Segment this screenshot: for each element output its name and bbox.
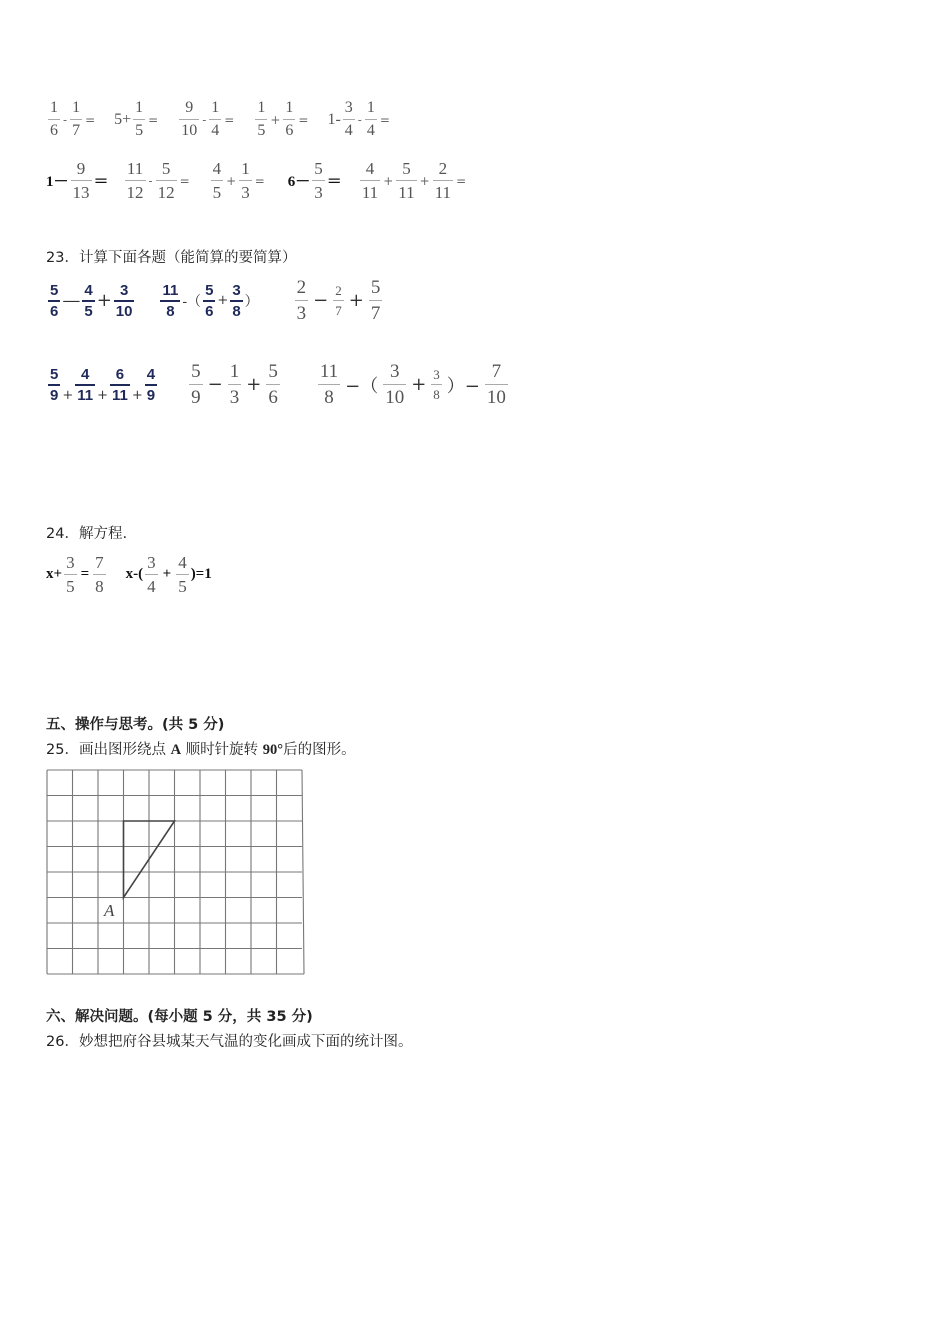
fraction: $\frac{3}{4}$ [147,553,156,596]
question-26-title: 26．妙想把府谷县城某天气温的变化画成下面的统计图。 [46,1034,413,1050]
fraction: $\frac{1}{3}$ [241,159,250,202]
fraction: $\frac{5}{9}$ [50,365,59,404]
q23-line1: $\frac{5}{6}$ — $\frac{4}{5}$ + $\frac{3}{10}$ $\frac{11}{8}$ -（ $\frac{5}{6}$ + $\frac{3}{8}$ ） $\frac{2}{3}$ − $\frac{2}{7}$ + $\frac{5}{7}$ [50,277,381,324]
fraction: $\frac{1}{3}$ [229,361,240,408]
fraction: $\frac{9}{10}$ [181,99,198,139]
fraction: $\frac{4}{9}$ [146,365,156,404]
fraction: $\frac{5}{6}$ [268,361,278,408]
fraction: $\frac{1}{4}$ [211,99,220,139]
fraction: $\frac{3}{10}$ [115,281,133,320]
fraction: $\frac{3}{8}$ [232,281,241,320]
fraction: $\frac{3}{10}$ [385,361,405,408]
fraction: $\frac{5}{6}$ [205,281,214,320]
fraction: $\frac{5}{9}$ [191,361,201,408]
grid-lines [47,770,304,974]
fraction: $\frac{1}{5}$ [257,99,266,139]
fraction: $\frac{4}{5}$ [212,159,222,202]
fraction: $\frac{1}{7}$ [72,99,81,139]
fraction: $\frac{2}{11}$ [434,159,452,202]
fraction: $\frac{3}{8}$ [433,367,440,402]
fraction: $\frac{11}{12}$ [126,159,144,202]
fraction: $\frac{3}{4}$ [344,99,353,139]
fraction: $\frac{3}{5}$ [66,553,75,596]
grid-figure [46,769,308,979]
row1: $\frac{1}{6}$ - $\frac{1}{7}$ = 5+ $\frac{1}{5}$ = $\frac{9}{10}$ - $\frac{1}{4}$ = $\frac{1}{5}$ + $\frac{1}{6}$ = 1- $\frac{3}{4}$ - $\frac{1}{4}$ = [50,99,390,139]
fraction: $\frac{2}{3}$ [296,277,307,324]
fraction: $\frac{9}{13}$ [72,159,90,202]
question-25-title: 25．画出图形绕点 A 顺时针旋转 90°后的图形。 [46,742,356,758]
fraction: $\frac{7}{10}$ [486,361,506,408]
point-a-label: A [104,901,115,920]
fraction: $\frac{4}{5}$ [178,553,187,596]
fraction: $\frac{5}{3}$ [314,159,323,202]
fraction: $\frac{7}{8}$ [95,553,104,596]
q24-equations: x+ $\frac{3}{5}$ = $\frac{7}{8}$ x-( $\frac{3}{4}$ + $\frac{4}{5}$ )=1 [46,553,212,596]
fraction: $\frac{4}{5}$ [84,281,93,320]
fraction: $\frac{1}{5}$ [135,99,144,139]
fraction: $\frac{4}{11}$ [77,365,94,404]
fraction: $\frac{5}{12}$ [157,159,175,202]
fraction: $\frac{5}{7}$ [370,277,381,324]
fraction: $\frac{11}{8}$ [319,361,339,408]
fraction: $\frac{4}{11}$ [361,159,379,202]
fraction: $\frac{2}{7}$ [335,283,342,318]
row2: 1－ $\frac{9}{13}$ ＝ $\frac{11}{12}$ - $\frac{5}{12}$ = $\frac{4}{5}$ + $\frac{1}{3}$ = 6－ $\frac{5}{3}$ ＝ $\frac{4}{11}$ + $\frac{5}{11}$ + $\frac{2}{11}$ = [46,159,467,202]
fraction: $\frac{1}{6}$ [285,99,294,139]
fraction: $\frac{11}{8}$ [162,281,179,320]
fraction: $\frac{5}{11}$ [398,159,415,202]
fraction: $\frac{6}{11}$ [112,365,128,404]
rotation-grid [46,769,308,983]
fraction: $\frac{1}{4}$ [366,99,375,139]
fraction: $\frac{1}{6}$ [50,99,58,139]
section-5-title: 五、操作与思考。(共 5 分) [46,717,225,733]
q23-line2: $\frac{5}{9}$ + $\frac{4}{11}$ + $\frac{6}{11}$ + $\frac{4}{9}$ $\frac{5}{9}$ − $\frac{1}{3}$ + $\frac{5}{6}$ $\frac{11}{8}$ −（ $\frac{3}{10}$ + $\frac{3}{8}$ ）− $\frac{7}{10}$ [50,361,506,408]
question-23-title: 23．计算下面各题（能简算的要简算） [46,250,297,266]
fraction: $\frac{5}{6}$ [50,281,59,320]
question-24-title: 24．解方程. [46,526,128,542]
section-6-title: 六、解决问题。(每小题 5 分，共 35 分) [46,1009,313,1025]
